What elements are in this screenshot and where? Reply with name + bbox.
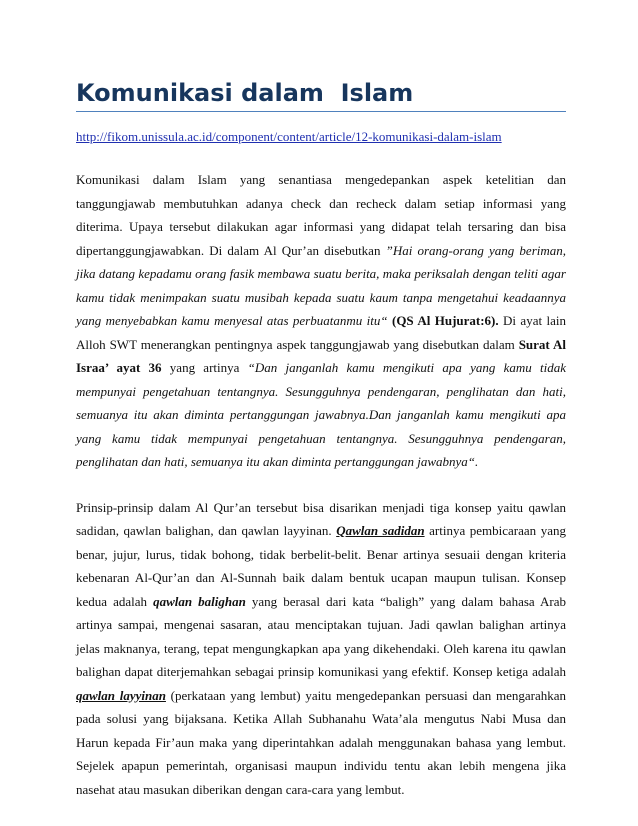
p2-text-3: yang berasal dari kata “baligh” yang dalam bahasa Arab artinya sampai, mengenai sasaran, atau menciptakan tujuan. Jadi qawlan balighan artinya jelas maknanya, terang, tepat mengungkapkan apa yang dikehendaki. Oleh karena itu qawlan balighan dapat diterjemahkan sebagai prinsip komunikasi yang efektif. Konsep ketiga adalah: [76, 593, 566, 679]
term-qawlan-sadidan: Qawlan sadidan: [336, 523, 425, 538]
source-link[interactable]: http://fikom.unissula.ac.id/component/content/article/12-komunikasi-dalam-islam: [76, 129, 502, 144]
page-title: Komunikasi dalam Islam: [76, 78, 566, 112]
term-qawlan-balighan: qawlan balighan: [153, 593, 246, 609]
term-qawlan-layyinan: qawlan layyinan: [76, 687, 166, 703]
p1-text-2: Di ayat lain Alloh SWT menerangkan pentingnya aspek tanggungjawab yang disebutkan dalam: [76, 313, 566, 352]
p1-ref-hujurat: (QS Al Hujurat:6).: [387, 313, 499, 328]
p1-quote-israa: “Dan janganlah kamu mengikuti apa yang kamu tidak mempunyai pengetahuan tentangnya. Sesungguhnya pendengaran, penglihatan dan hati, semuanya itu akan diminta pertanggungan jawabnya.Dan janganlah kamu mengikuti apa yang kamu tidak mempunyai pengetahuan tentangnya. Sesungguhnya pendengaran, penglihatan dan hati, semuanya itu akan diminta pertanggungan jawabnya“.: [76, 360, 566, 469]
p1-text-3: yang artinya: [161, 360, 248, 375]
p2-text-2: artinya pembicaraan yang benar, jujur, lurus, tidak bohong, tidak berbelit-belit. Benar artinya sesuaii dengan kriteria kebenaran Al-Qur’an dan Al-Sunnah baik dalam bentuk ucapan maupun tulisan. Konsep kedua adalah: [76, 523, 567, 609]
paragraph-2: [76, 496, 566, 802]
p1-quote-hujurat: ”Hai orang-orang yang beriman, jika datang kepadamu orang fasik membawa suatu berita, maka periksalah dengan teliti agar kamu tidak menimpakan suatu musibah kepada suatu kaum tanpa mengetahui keadaannya yang menyebabkan kamu menyesal atas perbuatanmu itu“: [76, 242, 567, 328]
p2-text-4: (perkataan yang lembut) yaitu mengedepankan persuasi dan mengarahkan pada solusi yang bijaksana. Ketika Allah Subhanahu Wata’ala mengutus Nabi Musa dan Harun kepada Fir’aun maka yang diperintahkan adalah menggunakan bahasa yang lembut. Sejelek apapun pemerintah, organisasi maupun individu tentu akan lebih mengena jika nasehat atau masukan diberikan dengan cara-cara yang lembut.: [76, 687, 566, 797]
paragraph-1: [76, 168, 566, 474]
p2-text-1: Prinsip-prinsip dalam Al Qur’an tersebut bisa disarikan menjadi tiga konsep yaitu qawlan sadidan, qawlan balighan, dan qawlan layyinan.: [76, 499, 566, 538]
document-page: [76, 78, 566, 801]
p1-ref-israa: Surat Al Israa’ ayat 36: [76, 336, 566, 375]
p1-text-1: Komunikasi dalam Islam yang senantiasa mengedepankan aspek ketelitian dan tanggungjawab membutuhkan adanya check dan recheck dalam setiap informasi yang diterima. Upaya tersebut dilakukan agar informasi yang didapat telah tersaring dan bisa dipertanggungjawabkan. Di dalam Al Qur’an disebutkan: [76, 172, 566, 258]
